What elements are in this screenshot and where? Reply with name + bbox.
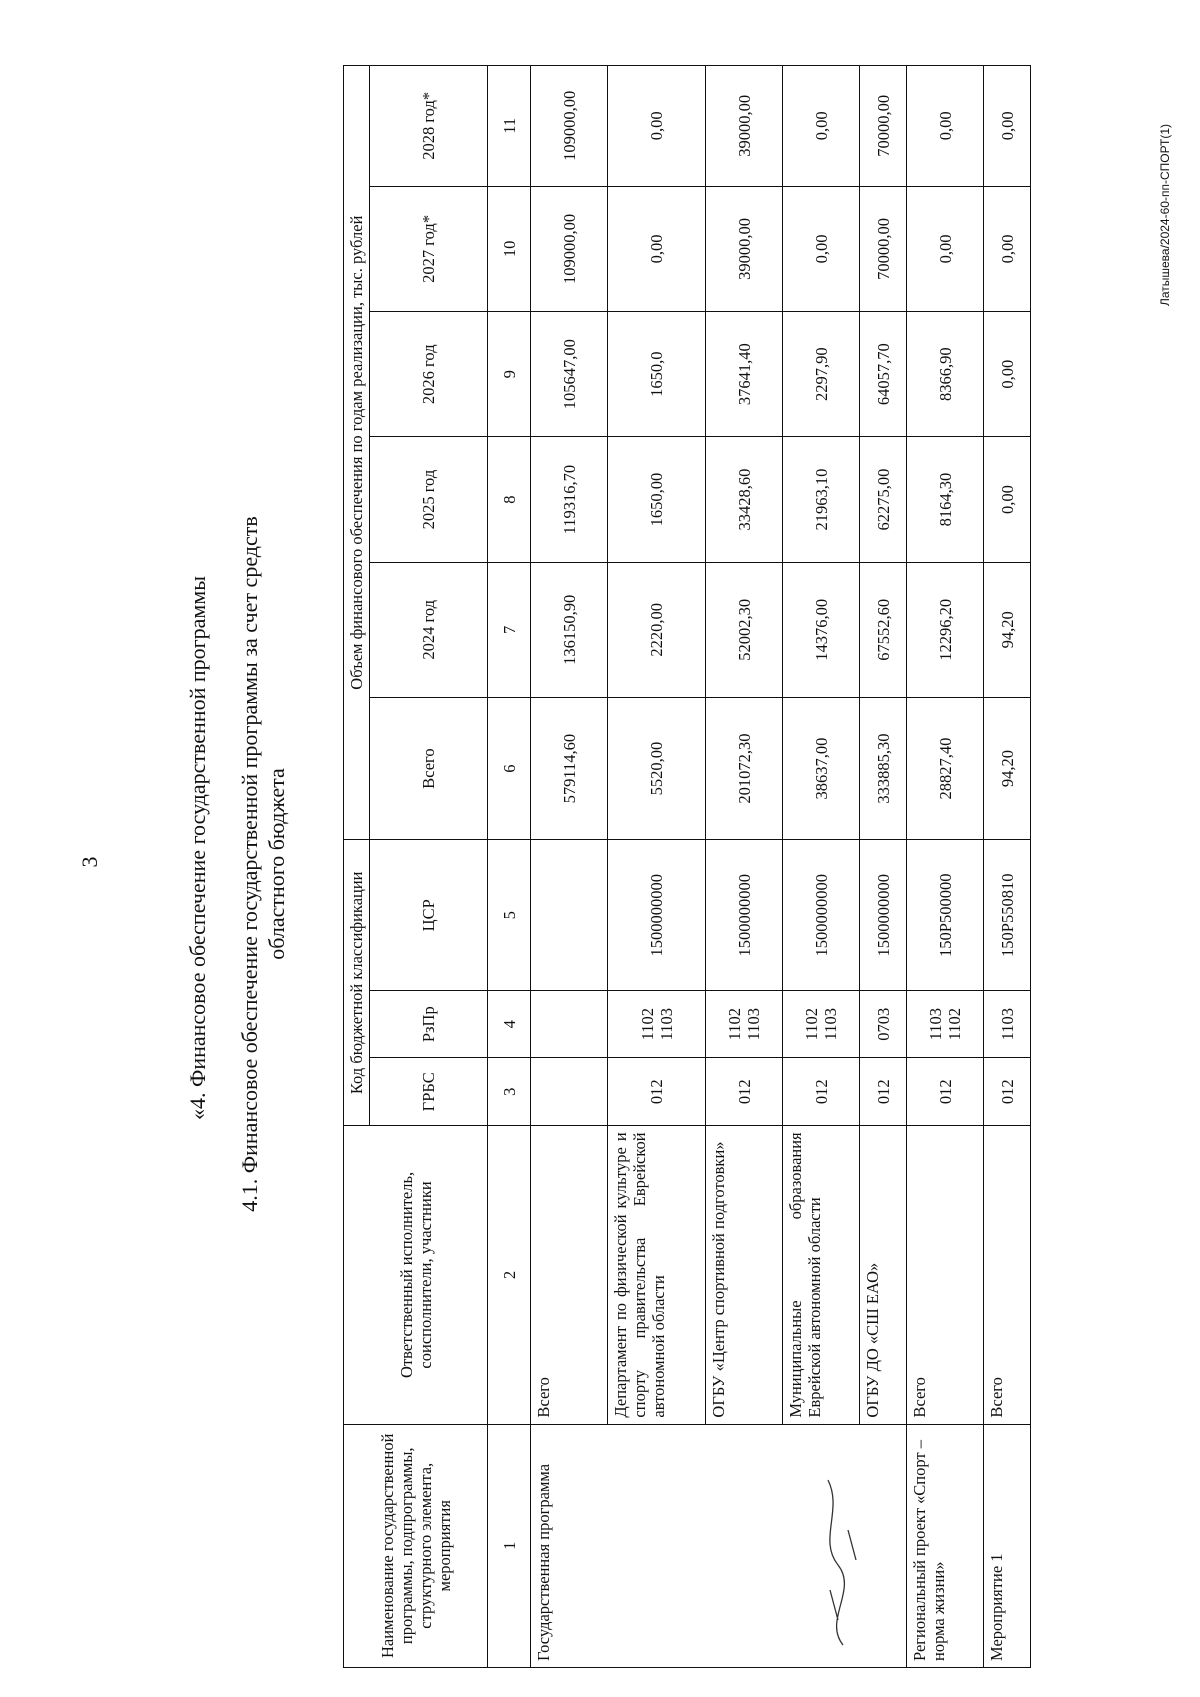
rotated-table-container	[343, 65, 1017, 1668]
y2024-cell: 14376,00	[783, 562, 860, 697]
total-cell: 333885,30	[860, 697, 907, 839]
subsection-heading-line-1: 4.1. Финансовое обеспечение государственной программы за счет средств	[237, 516, 262, 1212]
y2026-cell: 105647,00	[531, 312, 608, 437]
executor-cell: ОГБУ «Центр спортивной подготовки»	[706, 1126, 783, 1424]
header-2025: 2025 год	[370, 437, 488, 562]
y2025-cell: 62275,00	[860, 437, 907, 562]
section-heading: «4. Финансовое обеспечение государственной программы	[185, 575, 210, 1121]
y2027-cell: 70000,00	[860, 186, 907, 311]
y2024-cell: 12296,20	[907, 562, 984, 697]
total-cell: 201072,30	[706, 697, 783, 839]
y2024-cell: 52002,30	[706, 562, 783, 697]
y2024-cell: 2220,00	[608, 562, 706, 697]
header-total: Всего	[370, 697, 488, 839]
grbs-cell: 012	[860, 1058, 907, 1126]
executor-cell: ОГБУ ДО «СШ ЕАО»	[860, 1126, 907, 1424]
rzpr-cell: 0703	[860, 991, 907, 1058]
executor-cell: Всего	[984, 1126, 1031, 1424]
csr-cell: 1500000000	[860, 840, 907, 991]
y2028-cell: 0,00	[907, 66, 984, 187]
csr-cell: 1500000000	[783, 840, 860, 991]
header-2027: 2027 год*	[370, 186, 488, 311]
y2028-cell: 39000,00	[706, 66, 783, 187]
grbs-cell: 012	[907, 1058, 984, 1126]
column-number: 6	[488, 697, 531, 839]
y2027-cell: 0,00	[608, 186, 706, 311]
rzpr-cell: 1102 1103	[783, 991, 860, 1058]
column-number: 9	[488, 312, 531, 437]
y2027-cell: 0,00	[907, 186, 984, 311]
rzpr-cell: 1102 1103	[706, 991, 783, 1058]
page-number: 3	[77, 856, 102, 868]
y2026-cell: 64057,70	[860, 312, 907, 437]
table-row	[531, 66, 608, 1668]
handwritten-mark	[808, 1470, 868, 1670]
y2024-cell: 136150,90	[531, 562, 608, 697]
csr-cell: 150P550810	[984, 840, 1031, 991]
header-2024: 2024 год	[370, 562, 488, 697]
y2028-cell: 0,00	[608, 66, 706, 187]
column-number: 11	[488, 66, 531, 187]
csr-cell: 1500000000	[706, 840, 783, 991]
y2028-cell: 70000,00	[860, 66, 907, 187]
y2028-cell: 109000,00	[531, 66, 608, 187]
y2024-cell: 67552,60	[860, 562, 907, 697]
y2025-cell: 8164,30	[907, 437, 984, 562]
total-cell: 579114,60	[531, 697, 608, 839]
column-number: 10	[488, 186, 531, 311]
header-col1: Наименование государственной программы, подпрограммы, структурного элемента, мероприятия	[344, 1424, 488, 1667]
document-code: Латышева/2024-60-пп-СПОРТ(1)	[1158, 123, 1172, 307]
y2027-cell: 0,00	[984, 186, 1031, 311]
grbs-cell	[531, 1058, 608, 1126]
project-name-cell: Региональный проект «Спорт – норма жизни»	[907, 1424, 984, 1667]
total-cell: 5520,00	[608, 697, 706, 839]
column-number: 7	[488, 562, 531, 697]
y2026-cell: 0,00	[984, 312, 1031, 437]
grbs-cell: 012	[706, 1058, 783, 1126]
table-row	[984, 66, 1031, 1668]
csr-cell: 1500000000	[608, 840, 706, 991]
total-cell: 38637,00	[783, 697, 860, 839]
y2028-cell: 0,00	[783, 66, 860, 187]
subsection-heading-line-2: областного бюджета	[264, 768, 289, 960]
y2024-cell: 94,20	[984, 562, 1031, 697]
grbs-cell: 012	[608, 1058, 706, 1126]
column-number: 5	[488, 840, 531, 991]
y2027-cell: 0,00	[783, 186, 860, 311]
header-col2: Ответственный исполнитель, соисполнители, участники	[344, 1126, 488, 1424]
column-number-row	[488, 66, 531, 1668]
y2025-cell: 1650,00	[608, 437, 706, 562]
y2025-cell: 0,00	[984, 437, 1031, 562]
header-volume: Объем финансового обеспечения по годам реализации, тыс. рублей	[344, 66, 370, 840]
financing-table	[343, 65, 1031, 1668]
column-number: 1	[488, 1424, 531, 1667]
y2027-cell: 39000,00	[706, 186, 783, 311]
rzpr-cell: 1103	[984, 991, 1031, 1058]
rzpr-cell	[531, 991, 608, 1058]
y2026-cell: 8366,90	[907, 312, 984, 437]
header-grbs: ГРБС	[370, 1058, 488, 1126]
y2026-cell: 2297,90	[783, 312, 860, 437]
y2026-cell: 37641,40	[706, 312, 783, 437]
grbs-cell: 012	[783, 1058, 860, 1126]
program-name-cell: Государственная программа	[531, 1424, 907, 1667]
total-cell: 28827,40	[907, 697, 984, 839]
total-cell: 94,20	[984, 697, 1031, 839]
csr-cell	[531, 840, 608, 991]
header-2028: 2028 год*	[370, 66, 488, 187]
header-csr: ЦСР	[370, 840, 488, 991]
y2026-cell: 1650,0	[608, 312, 706, 437]
header-budget-code: Код бюджетной классификации	[344, 840, 370, 1126]
column-number: 4	[488, 991, 531, 1058]
y2025-cell: 33428,60	[706, 437, 783, 562]
column-number: 3	[488, 1058, 531, 1126]
column-number: 2	[488, 1126, 531, 1424]
y2025-cell: 21963,10	[783, 437, 860, 562]
executor-cell: Всего	[531, 1126, 608, 1424]
executor-cell: Всего	[907, 1126, 984, 1424]
column-number: 8	[488, 437, 531, 562]
y2025-cell: 119316,70	[531, 437, 608, 562]
subsection-heading	[236, 516, 290, 1212]
executor-cell: Муниципальные образования Еврейской автономной области	[783, 1126, 860, 1424]
event-name-cell: Мероприятие 1	[984, 1424, 1031, 1667]
header-row-1	[344, 66, 370, 1668]
csr-cell: 150P500000	[907, 840, 984, 991]
rzpr-cell: 1103 1102	[907, 991, 984, 1058]
grbs-cell: 012	[984, 1058, 1031, 1126]
rzpr-cell: 1102 1103	[608, 991, 706, 1058]
header-2026: 2026 год	[370, 312, 488, 437]
header-rzpr: РзПр	[370, 991, 488, 1058]
table-row	[907, 66, 984, 1668]
y2028-cell: 0,00	[984, 66, 1031, 187]
y2027-cell: 109000,00	[531, 186, 608, 311]
executor-cell: Департамент по физической культуре и спорту правительства Еврейской автономной области	[608, 1126, 706, 1424]
